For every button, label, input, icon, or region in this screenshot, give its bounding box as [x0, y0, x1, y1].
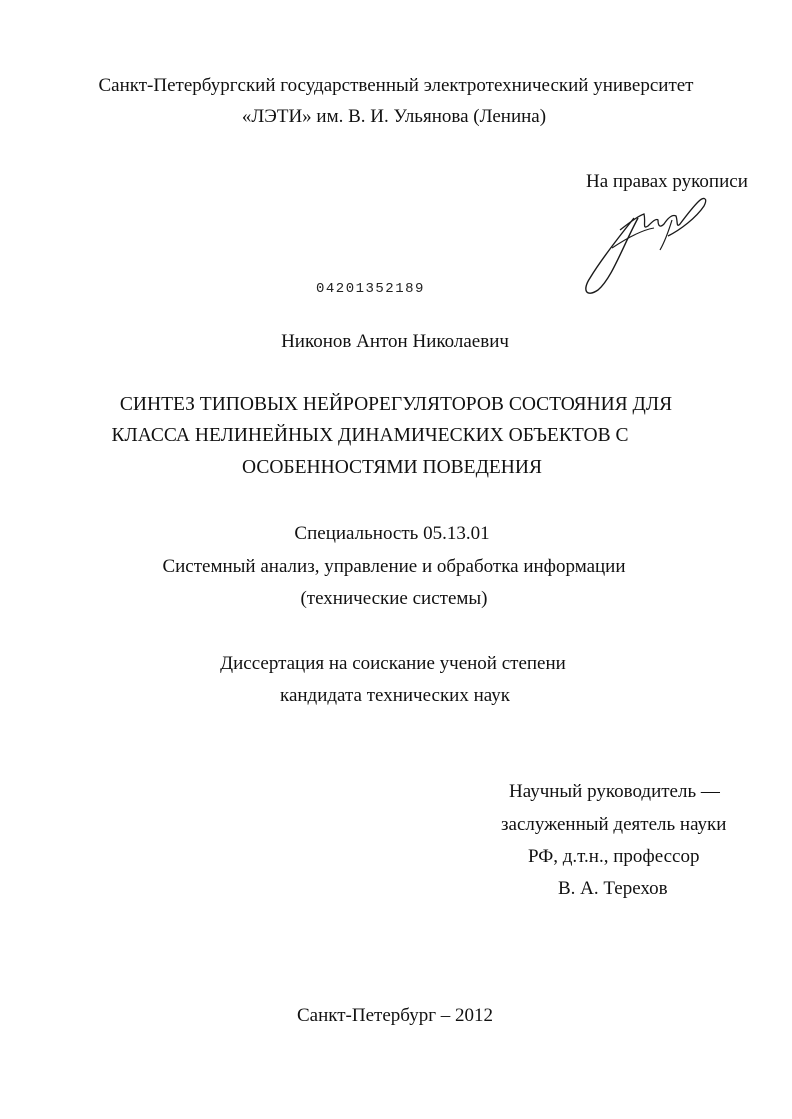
supervisor-name: В. А. Терехов	[558, 878, 668, 899]
degree-line-1: Диссертация на соискание ученой степени	[220, 653, 566, 674]
dissertation-title-line-2: КЛАССА НЕЛИНЕЙНЫХ ДИНАМИЧЕСКИХ ОБЪЕКТОВ С	[111, 425, 629, 446]
specialty-code: Специальность 05.13.01	[294, 523, 490, 544]
supervisor-degree: РФ, д.т.н., профессор	[528, 846, 700, 867]
university-name-line-1: Санкт-Петербургский государственный электротехнический университет	[98, 75, 694, 96]
university-name-line-2: «ЛЭТИ» им. В. И. Ульянова (Ленина)	[241, 106, 547, 127]
city-year: Санкт-Петербург – 2012	[296, 1005, 493, 1026]
specialty-qualifier: (технические системы)	[300, 588, 488, 609]
dissertation-title-line-1: СИНТЕЗ ТИПОВЫХ НЕЙРОРЕГУЛЯТОРОВ СОСТОЯНИЯ ДЛЯ	[119, 394, 673, 415]
supervisor-honorary-title: заслуженный деятель науки	[501, 814, 727, 835]
author-name: Никонов Антон Николаевич	[281, 331, 509, 352]
dissertation-title-line-3: ОСОБЕННОСТЯМИ ПОВЕДЕНИЯ	[242, 457, 542, 478]
degree-line-2: кандидата технических наук	[280, 685, 510, 706]
manuscript-rights-label: На правах рукописи	[586, 171, 748, 192]
registration-number: 04201352189	[316, 281, 425, 297]
handwritten-signature-icon	[572, 178, 722, 300]
specialty-name: Системный анализ, управление и обработка информации	[162, 556, 626, 577]
supervisor-label: Научный руководитель —	[509, 781, 720, 802]
